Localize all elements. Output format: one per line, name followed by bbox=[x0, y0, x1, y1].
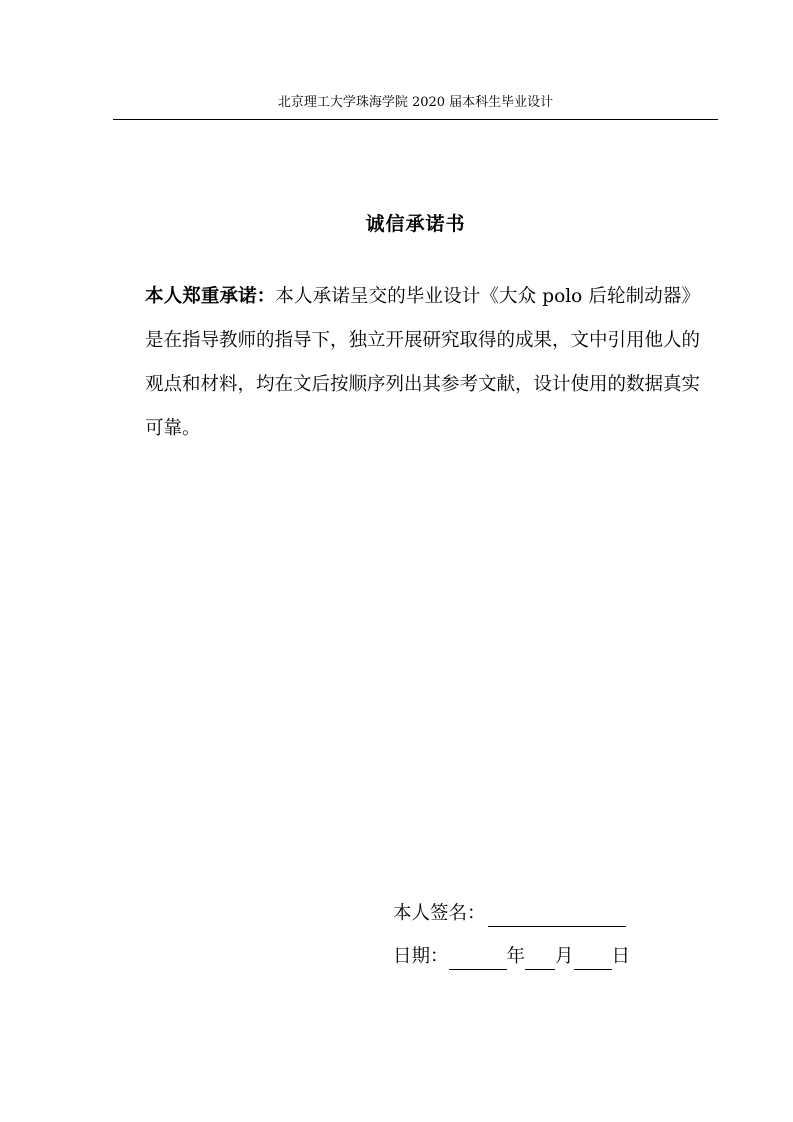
year-field[interactable] bbox=[449, 949, 507, 970]
day-unit: 日 bbox=[611, 946, 631, 967]
header-divider bbox=[113, 119, 718, 120]
signature-row bbox=[393, 901, 626, 927]
promise-lead: 本人郑重承诺： bbox=[145, 286, 276, 307]
date-row bbox=[393, 944, 630, 970]
signature-field[interactable] bbox=[488, 906, 626, 927]
day-field[interactable] bbox=[574, 949, 612, 970]
page-title: 诚信承诺书 bbox=[365, 213, 466, 235]
signature-label: 本人签名： bbox=[393, 903, 486, 924]
page-header: 北京理工大学珠海学院 2020 届本科生毕业设计 bbox=[277, 95, 554, 110]
month-unit: 月 bbox=[555, 946, 574, 967]
year-unit: 年 bbox=[506, 946, 526, 967]
month-field[interactable] bbox=[525, 949, 555, 970]
promise-paragraph bbox=[145, 275, 700, 451]
promise-text: 本人承诺呈交的毕业设计《大众 polo 后轮制动器》是在指导教师的指导下，独立开展研究取得的成果，文中引用他人的观点和材料，均在文后按顺序列出其参考文献，设计使用的数据真实可靠。 bbox=[145, 286, 701, 439]
date-label: 日期： bbox=[393, 946, 449, 967]
